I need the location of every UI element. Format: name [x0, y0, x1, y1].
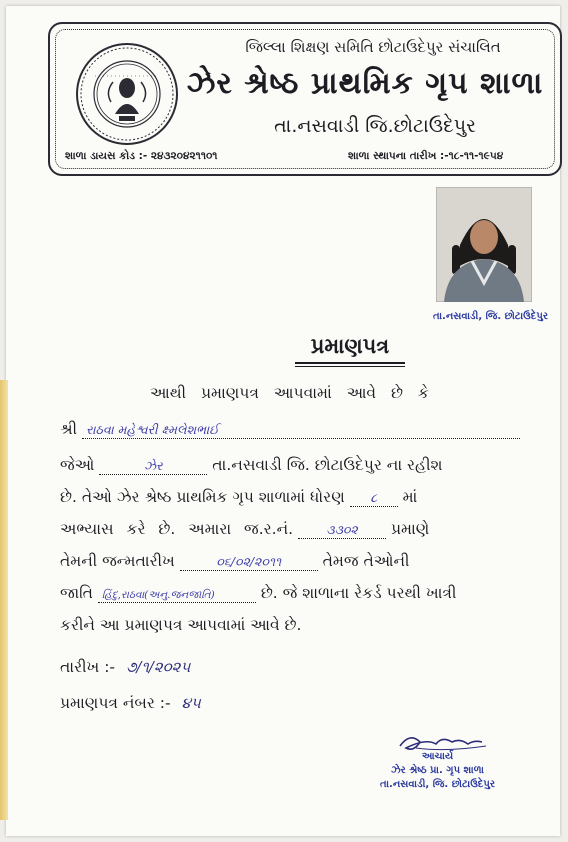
intro-text: આથી પ્રમાણપત્ર આપવામાં આવે છે કે [150, 384, 429, 402]
paper-edge-strip [0, 380, 8, 820]
name-line [60, 420, 520, 439]
certificate-heading: પ્રમાણપત્ર [310, 334, 390, 358]
certificate-number-line [60, 694, 201, 713]
village-value: ઝેર [144, 458, 163, 473]
register-suffix: પ્રમાણે [390, 520, 430, 538]
date-line [60, 658, 190, 677]
birthdate-value: ૦૬/૦૨/૨૦૧૧ [216, 554, 282, 569]
closing-text: કરીને આ પ્રમાણપત્ર આપવામાં આવે છે. [60, 616, 302, 634]
standard-value: ૮ [370, 490, 378, 505]
standard-line [60, 488, 417, 507]
register-line [60, 520, 429, 539]
intro-line [150, 384, 429, 403]
date-label: તારીખ :- [60, 658, 116, 676]
caste-field [98, 584, 256, 603]
residence-rest: તા.નસવાડી જિ. છોટાઉદેપુર ના રહીશ [212, 456, 443, 474]
birthdate-suffix: તેમજ તેઓની [322, 552, 410, 570]
student-photo-icon [436, 187, 532, 302]
certificate-number-label: પ્રમાણપત્ર નંબર :- [60, 694, 171, 712]
standard-label: છે. તેઓ ઝેર શ્રેષ્ઠ પ્રાથમિક ગૃપ શાળામાં ધોરણ [60, 488, 345, 506]
shri-label: શ્રી [60, 420, 78, 438]
birthdate-field [180, 552, 318, 571]
signature-block [355, 750, 520, 792]
principal-title: આચાર્ય [421, 751, 454, 762]
standard-field [350, 488, 398, 507]
school-location: તા.નસવાડી જિ.છોટાઉદેપુર [274, 115, 476, 137]
student-name-value: રાઠવા મહેશ્વરી ક્ષ્મલેશભાઈ [86, 422, 219, 437]
establishment-date: શાળા સ્થાપના તારીખ :-૧૮-૧૧-૧૯૫૪ [345, 150, 506, 163]
closing-line [60, 616, 301, 635]
heading-underline-secondary [295, 366, 405, 367]
certificate-number-value: ૪૫ [181, 694, 201, 712]
school-name: ઝેર શ્રેષ્ઠ પ્રાથમિક ગૃપ શાળા [186, 66, 544, 101]
caste-label: જાતિ [60, 584, 93, 602]
caste-suffix: છે. જે શાળાના રેકર્ડ પરથી ખાત્રી [260, 584, 457, 602]
managed-by-line: જિલ્લા શિક્ષણ સમિતિ છોટાઉદેપુર સંચાલિત [245, 38, 501, 56]
birthdate-line [60, 552, 409, 571]
heading-underline [295, 362, 405, 364]
student-name-field [82, 420, 520, 439]
signature-school: ઝેર શ્રેષ્ઠ પ્રા. ગૃપ શાળા [391, 765, 484, 776]
dise-code: શાળા ડાયસ કોડ :- ૨૪૩૨૦૪૨૧૧૦૧ [62, 150, 220, 163]
register-value: ૩૩૦૨ [326, 522, 358, 537]
photo-stamp-caption: તા.નસવાડી, જિ. છોટાઉદેપુર [432, 311, 548, 322]
caste-line [60, 584, 456, 603]
signature-place: તા.નસવાડી, જિ. છોટાઉદેપુર [379, 779, 496, 790]
village-field [99, 456, 207, 475]
standard-suffix: માં [402, 488, 418, 506]
birthdate-label: તેમની જન્મતારીખ [60, 552, 175, 570]
caste-value: હિંદુ,રાઠવા(અનુ.જનજાતિ) [101, 589, 215, 601]
register-label: અભ્યાસ કરે છે. અમારા જ.ર.નં. [60, 520, 294, 538]
residence-line [60, 456, 442, 475]
date-value: ૭/૧/૨૦૨૫ [125, 658, 191, 676]
register-field [298, 520, 386, 539]
school-seal-icon [75, 42, 179, 146]
residence-label: જેઓ [60, 456, 95, 474]
